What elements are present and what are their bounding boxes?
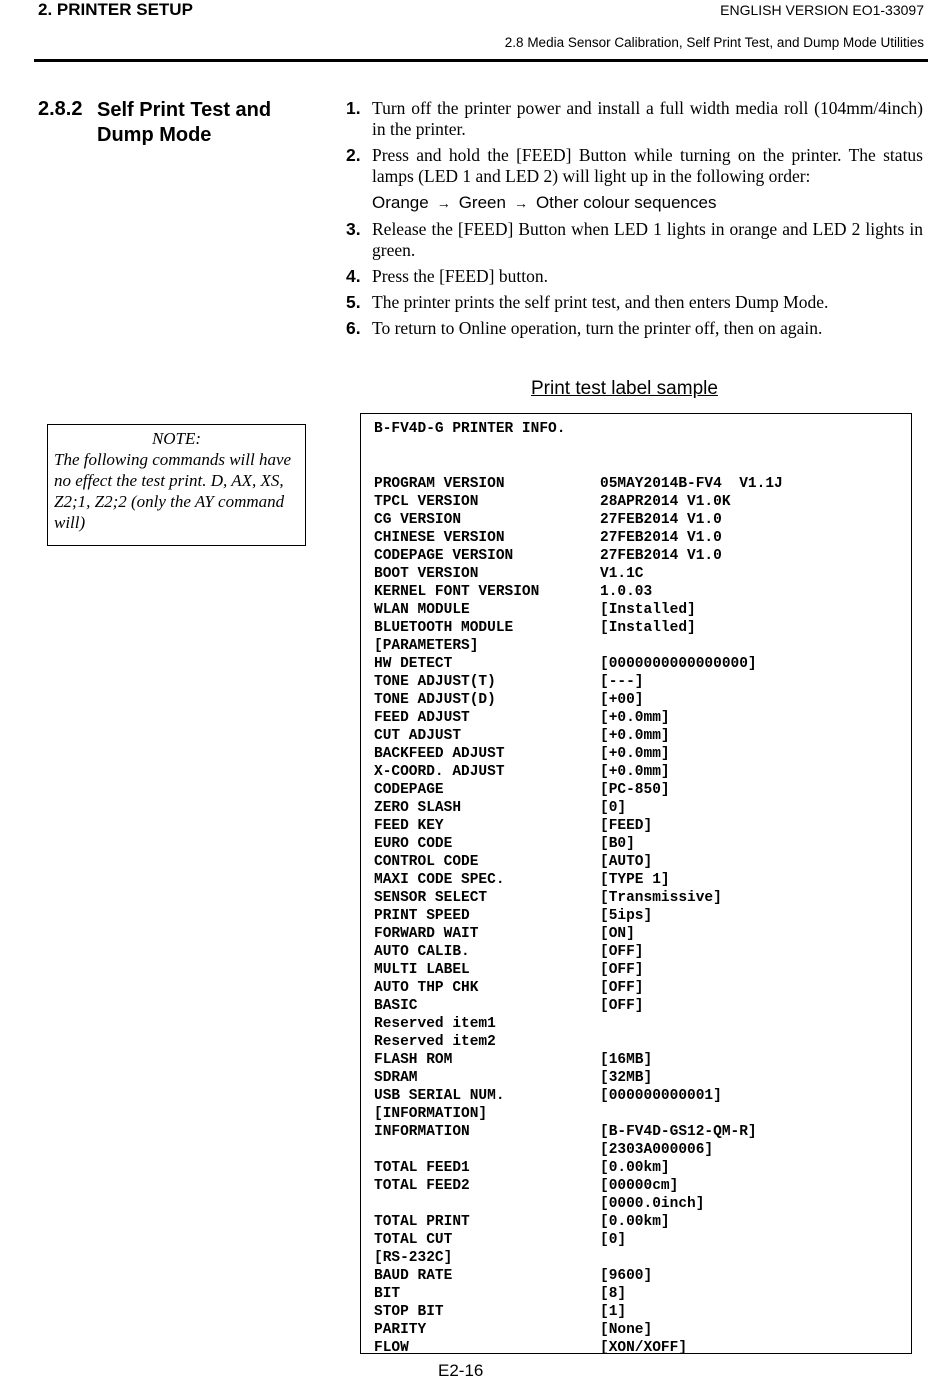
step-number: 4. — [346, 266, 361, 286]
label-row-value: [+0.0mm] — [600, 710, 670, 726]
label-row — [374, 1213, 894, 1231]
label-row-key: SDRAM — [374, 1070, 418, 1086]
label-row-value: [OFF] — [600, 962, 644, 978]
label-row — [374, 1015, 894, 1033]
label-row-key: BOOT VERSION — [374, 566, 479, 582]
label-row — [374, 727, 894, 745]
label-row — [374, 1123, 894, 1141]
header-section: 2. PRINTER SETUP — [38, 0, 193, 19]
label-row-value: [Transmissive] — [600, 890, 722, 906]
label-row — [374, 529, 894, 547]
label-row — [374, 799, 894, 817]
note-box — [47, 424, 306, 546]
label-row — [374, 763, 894, 781]
label-row-key: TOTAL CUT — [374, 1232, 453, 1248]
label-row-value: [32MB] — [600, 1070, 653, 1086]
label-row — [374, 655, 894, 673]
label-row-value: 1.0.03 — [600, 584, 653, 600]
label-row — [374, 1159, 894, 1177]
label-row — [374, 511, 894, 529]
label-row-key: TPCL VERSION — [374, 494, 479, 510]
step-text: Turn off the printer power and install a full width media roll (104mm/4inch) in the printer. — [372, 98, 923, 139]
label-row-key: PROGRAM VERSION — [374, 476, 505, 492]
label-row-value: 28APR2014 V1.0K — [600, 494, 731, 510]
label-row-value: [+0.0mm] — [600, 728, 670, 744]
label-row-value: [0] — [600, 1232, 627, 1248]
label-row-value: [0.00km] — [600, 1160, 670, 1176]
label-row-key: Reserved item1 — [374, 1016, 496, 1032]
step-number: 5. — [346, 292, 361, 312]
header-subsection: 2.8 Media Sensor Calibration, Self Print Test, and Dump Mode Utilities — [504, 35, 924, 50]
label-row-key: BASIC — [374, 998, 418, 1014]
label-row-key: TOTAL FEED2 — [374, 1178, 470, 1194]
label-row — [374, 745, 894, 763]
arrow-right-icon: → — [513, 195, 528, 211]
label-row — [374, 1303, 894, 1321]
label-row — [374, 1231, 894, 1249]
label-row-key: ZERO SLASH — [374, 800, 462, 816]
label-row-key: STOP BIT — [374, 1304, 444, 1320]
label-row — [374, 673, 894, 691]
label-row — [374, 691, 894, 709]
label-row — [374, 457, 894, 475]
label-row — [374, 1177, 894, 1195]
label-row — [374, 961, 894, 979]
label-row-value: V1.1C — [600, 566, 644, 582]
label-row-key: INFORMATION — [374, 1124, 470, 1140]
label-row-value: 05MAY2014B-FV4 V1.1J — [600, 476, 783, 492]
label-row-value: [OFF] — [600, 944, 644, 960]
label-row-value: [0000000000000000] — [600, 656, 757, 672]
label-row — [374, 601, 894, 619]
label-row — [374, 979, 894, 997]
label-row-key: TOTAL FEED1 — [374, 1160, 470, 1176]
label-row-key: CHINESE VERSION — [374, 530, 505, 546]
label-row-value: [OFF] — [600, 980, 644, 996]
label-row-key: CODEPAGE — [374, 782, 444, 798]
label-row-key: CODEPAGE VERSION — [374, 548, 514, 564]
step-number: 3. — [346, 219, 361, 239]
sample-title: Print test label sample — [531, 378, 718, 399]
label-row — [374, 1033, 894, 1051]
label-row-value: [Installed] — [600, 620, 696, 636]
label-row — [374, 583, 894, 601]
label-row — [374, 835, 894, 853]
arrow-right-icon: → — [436, 195, 451, 211]
label-row — [374, 1267, 894, 1285]
label-row-key: CG VERSION — [374, 512, 462, 528]
label-row-value: [TYPE 1] — [600, 872, 670, 888]
label-row — [374, 871, 894, 889]
label-row-key: CONTROL CODE — [374, 854, 479, 870]
label-row-key: SENSOR SELECT — [374, 890, 488, 906]
label-row-value: [+0.0mm] — [600, 746, 670, 762]
label-row — [374, 907, 894, 925]
label-row-key: MAXI CODE SPEC. — [374, 872, 505, 888]
label-row-key: FLASH ROM — [374, 1052, 453, 1068]
label-row — [374, 997, 894, 1015]
label-row-value: [---] — [600, 674, 644, 690]
step-item — [346, 145, 923, 214]
label-row-value: [0] — [600, 800, 627, 816]
step-item — [346, 98, 923, 140]
label-row-key: [PARAMETERS] — [374, 638, 479, 654]
label-row — [374, 1339, 894, 1357]
label-row — [374, 943, 894, 961]
label-row — [374, 565, 894, 583]
label-row-key: X-COORD. ADJUST — [374, 764, 505, 780]
label-row-key: FORWARD WAIT — [374, 926, 479, 942]
label-row-value: [000000000001] — [600, 1088, 722, 1104]
label-row-key: PARITY — [374, 1322, 427, 1338]
step-text: Release the [FEED] Button when LED 1 lights in orange and LED 2 lights in green. — [372, 219, 923, 260]
label-row-value: [FEED] — [600, 818, 653, 834]
label-row-key: TONE ADJUST(T) — [374, 674, 496, 690]
label-row-key: KERNEL FONT VERSION — [374, 584, 540, 600]
label-row-key: MULTI LABEL — [374, 962, 470, 978]
step-text: Press and hold the [FEED] Button while turning on the printer. The status lamps (LED 1 and LED 2) will light up in the following order: — [372, 145, 923, 186]
label-row — [374, 1249, 894, 1267]
step-item — [346, 318, 923, 339]
label-row — [374, 817, 894, 835]
note-body: The following commands will have no effect the test print. D, AX, XS, Z2;1, Z2;2 (only the AY command will) — [54, 450, 292, 532]
led-sequence-item: Green — [458, 193, 506, 212]
label-row-value: [Installed] — [600, 602, 696, 618]
step-text: Press the [FEED] button. — [372, 266, 548, 286]
label-row-value: [None] — [600, 1322, 653, 1338]
label-row-key: PRINT SPEED — [374, 908, 470, 924]
label-row-key: BACKFEED ADJUST — [374, 746, 505, 762]
led-sequence-item: Other colour sequences — [535, 193, 717, 212]
section-title: Self Print Test and Dump Mode — [97, 99, 272, 146]
label-row — [374, 1285, 894, 1303]
label-row — [374, 637, 894, 655]
label-row — [374, 1069, 894, 1087]
label-row-key: AUTO THP CHK — [374, 980, 479, 996]
label-row — [374, 1105, 894, 1123]
label-row — [374, 925, 894, 943]
step-item — [346, 292, 923, 313]
label-row-value: [0.00km] — [600, 1214, 670, 1230]
step-item — [346, 219, 923, 261]
label-row-value: [+0.0mm] — [600, 764, 670, 780]
page-number: E2-16 — [438, 1361, 484, 1380]
label-row-value: [00000cm] — [600, 1178, 679, 1194]
label-row-value: [B-FV4D-GS12-QM-R] — [600, 1124, 757, 1140]
test-label-sample — [360, 413, 912, 1354]
label-row — [374, 493, 894, 511]
label-row-value: [+00] — [600, 692, 644, 708]
label-row-value: [2303A000006] — [600, 1142, 714, 1158]
step-text: The printer prints the self print test, and then enters Dump Mode. — [372, 292, 829, 312]
label-row-key: Reserved item2 — [374, 1034, 496, 1050]
header-rule — [34, 59, 928, 62]
label-rows — [374, 457, 894, 1357]
label-row-key: WLAN MODULE — [374, 602, 470, 618]
header-version: ENGLISH VERSION EO1-33097 — [720, 2, 924, 18]
label-row-value: [AUTO] — [600, 854, 653, 870]
label-row-key: BLUETOOTH MODULE — [374, 620, 514, 636]
label-row-value: [16MB] — [600, 1052, 653, 1068]
section-number: 2.8.2 — [38, 98, 83, 120]
label-row-key: EURO CODE — [374, 836, 453, 852]
label-row — [374, 889, 894, 907]
label-row-key: FEED KEY — [374, 818, 444, 834]
label-row-key: TONE ADJUST(D) — [374, 692, 496, 708]
label-row — [374, 709, 894, 727]
label-row — [374, 619, 894, 637]
label-row-value: [9600] — [600, 1268, 653, 1284]
label-row-key: HW DETECT — [374, 656, 453, 672]
label-row-key: BAUD RATE — [374, 1268, 453, 1284]
label-row-value: [8] — [600, 1286, 627, 1302]
step-number: 2. — [346, 145, 361, 165]
label-row-key: FLOW — [374, 1340, 409, 1356]
led-sequence-item: Orange — [372, 193, 429, 212]
label-heading: B-FV4D-G PRINTER INFO. — [374, 421, 566, 437]
label-row — [374, 1195, 894, 1213]
label-row-key: [INFORMATION] — [374, 1106, 488, 1122]
label-row-key: AUTO CALIB. — [374, 944, 470, 960]
label-row-value: 27FEB2014 V1.0 — [600, 512, 722, 528]
label-row — [374, 781, 894, 799]
label-row-value: [XON/XOFF] — [600, 1340, 688, 1356]
procedure-steps — [346, 98, 923, 344]
label-row-value: [0000.0inch] — [600, 1196, 705, 1212]
led-sequence — [372, 192, 923, 214]
label-row — [374, 1321, 894, 1339]
label-row-key: USB SERIAL NUM. — [374, 1088, 505, 1104]
label-row-value: [1] — [600, 1304, 627, 1320]
label-row — [374, 1051, 894, 1069]
label-row — [374, 1087, 894, 1105]
step-item — [346, 266, 923, 287]
label-row-value: [B0] — [600, 836, 635, 852]
label-row-value: [OFF] — [600, 998, 644, 1014]
label-row-key: CUT ADJUST — [374, 728, 462, 744]
step-text: To return to Online operation, turn the printer off, then on again. — [372, 318, 823, 338]
label-row-value: [ON] — [600, 926, 635, 942]
label-row — [374, 853, 894, 871]
label-row-value: 27FEB2014 V1.0 — [600, 548, 722, 564]
label-row — [374, 547, 894, 565]
label-row-key: [RS-232C] — [374, 1250, 453, 1266]
note-title: NOTE: — [151, 429, 202, 448]
label-row-key: BIT — [374, 1286, 401, 1302]
label-row-key: TOTAL PRINT — [374, 1214, 470, 1230]
label-row-value: [PC-850] — [600, 782, 670, 798]
label-row-value: 27FEB2014 V1.0 — [600, 530, 722, 546]
label-row — [374, 475, 894, 493]
label-row-value: [5ips] — [600, 908, 653, 924]
label-row-key: FEED ADJUST — [374, 710, 470, 726]
step-number: 6. — [346, 318, 361, 338]
label-row — [374, 1141, 894, 1159]
step-number: 1. — [346, 98, 361, 118]
